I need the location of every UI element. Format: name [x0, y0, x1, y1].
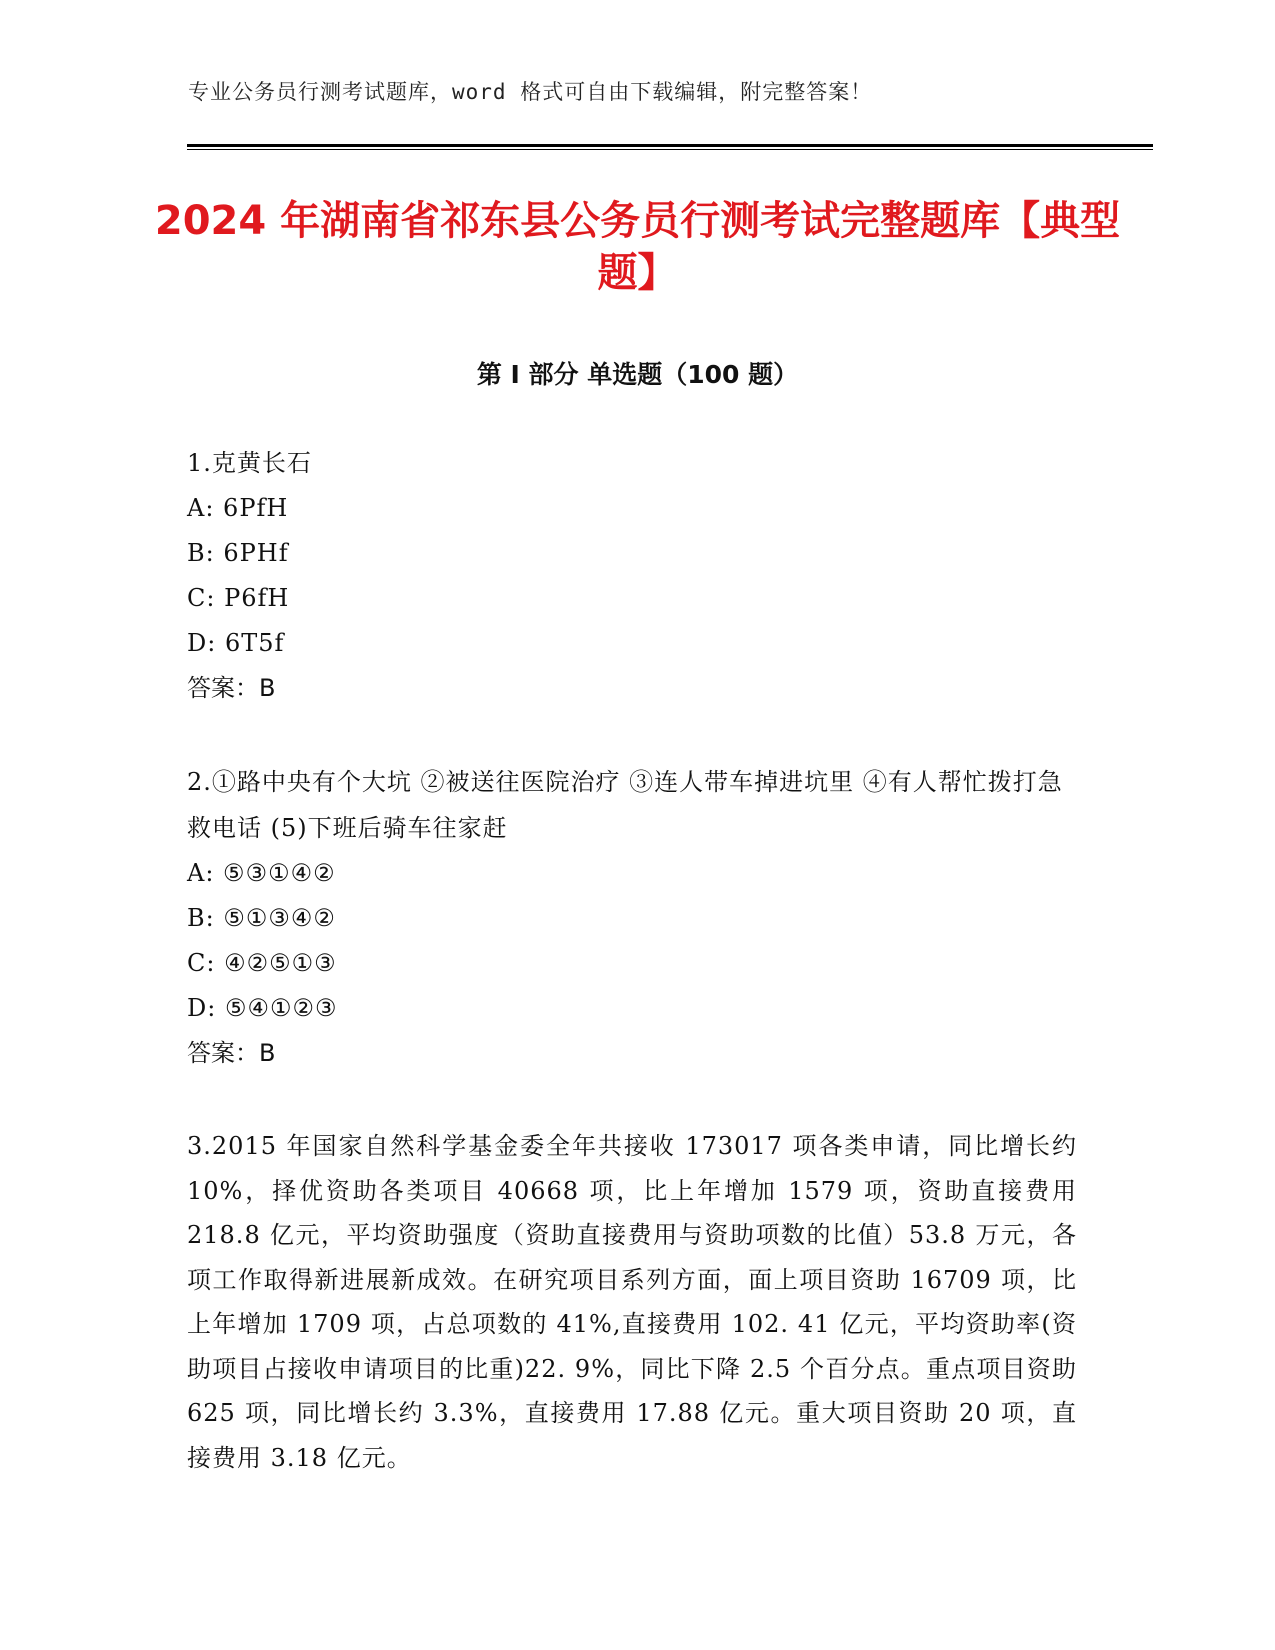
- question-list: [187, 440, 1077, 1528]
- header-rule-thin: [187, 149, 1153, 150]
- option-b: B: ⑤①③④②: [187, 904, 336, 932]
- question-2: [187, 759, 1077, 1076]
- header-rule-thick: [187, 144, 1153, 147]
- answer-line: 答案：B: [187, 1039, 276, 1067]
- header-note: 专业公务员行测考试题库，word 格式可自由下载编辑，附完整答案！: [188, 80, 873, 104]
- question-stem: 3.2015 年国家自然科学基金委全年共接收 173017 项各类申请，同比增长约 10%，择优资助各类项目 40668 项，比上年增加 1579 项，资助直接费用 218.8 亿元，平均资助强度（资助直接费用与资助项数的比值）53.8 万元，各项工作取得新进展新成效。在研究项目系列方面，面上项目资助 16709 项，比上年增加 1709 项，占总项数的 41%,直接费用 102. 41 亿元，平均资助率(资助项目占接收申请项目的比重)22. 9%，同比下降 2.5 个百分点。重点项目资助 625 项，同比增长约 3.3%，直接费用 17.88 亿元。重大项目资助 20 项，直接费用 3.18 亿元。: [187, 1132, 1077, 1472]
- option-c: C: ④②⑤①③: [187, 949, 337, 977]
- question-stem: 2.①路中央有个大坑 ②被送往医院治疗 ③连人带车掉进坑里 ④有人帮忙拨打急救电话 (5)下班后骑车往家赶: [187, 768, 1063, 842]
- question-stem: 1.克黄长石: [187, 449, 312, 477]
- question-3: [187, 1124, 1077, 1480]
- question-1: [187, 440, 1077, 711]
- section-title: 第 I 部分 单选题（100 题）: [476, 360, 799, 389]
- option-d: D: ⑤④①②③: [187, 994, 338, 1022]
- document-title: 2024 年湖南省祁东县公务员行测考试完整题库【典型题】: [154, 198, 1121, 296]
- option-d: D: 6T5f: [187, 629, 285, 657]
- option-c: C: P6fH: [187, 584, 290, 612]
- option-a: A: ⑤③①④②: [187, 859, 336, 887]
- answer-line: 答案：B: [187, 674, 276, 702]
- option-b: B: 6PHf: [187, 539, 289, 567]
- option-a: A: 6PfH: [187, 494, 289, 522]
